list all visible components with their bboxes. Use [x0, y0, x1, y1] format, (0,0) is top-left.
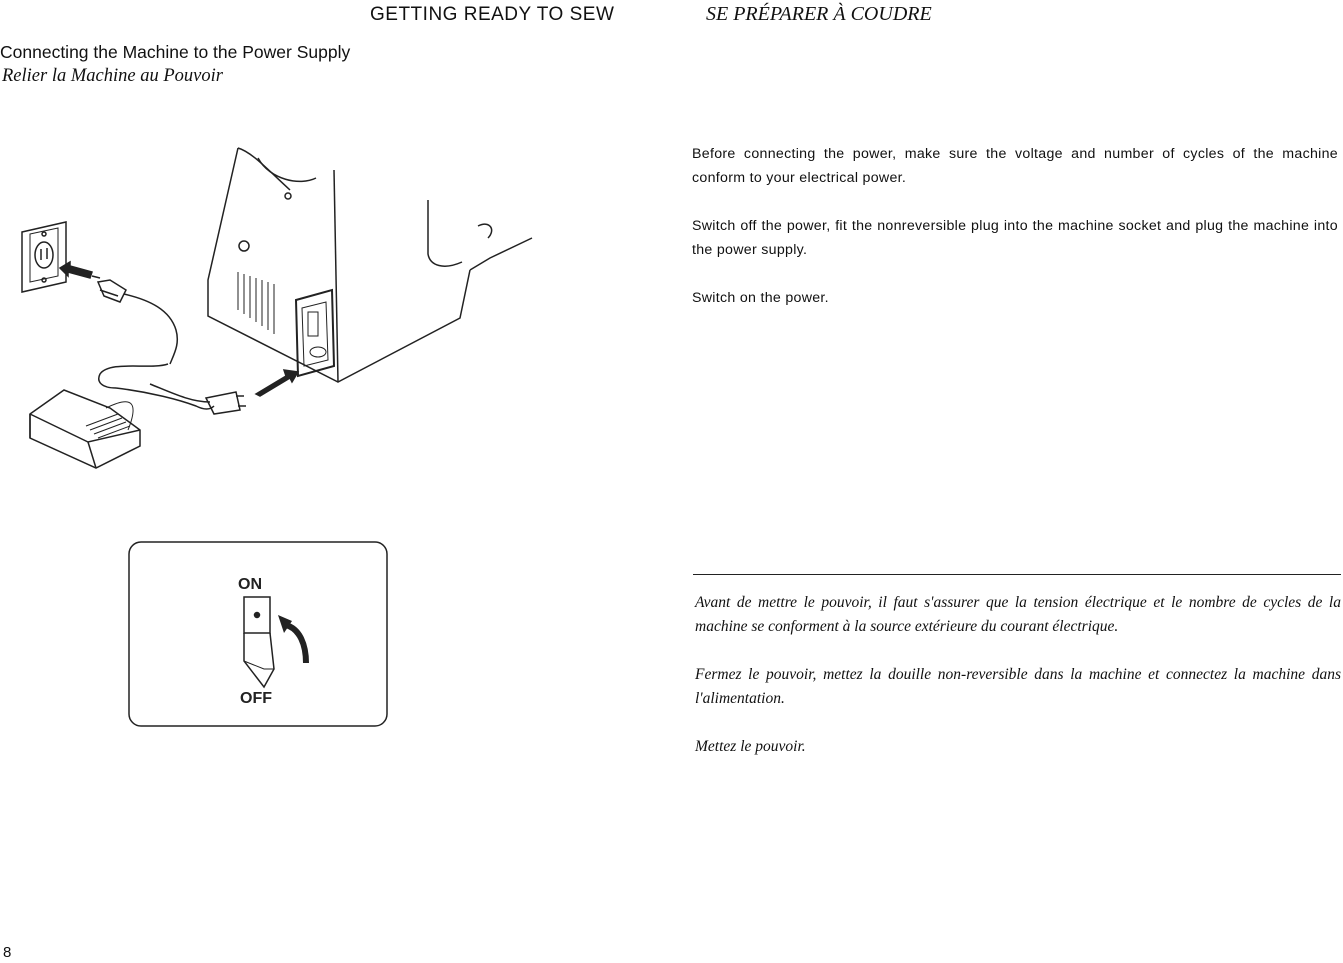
section-title-en: Connecting the Machine to the Power Supply [0, 42, 351, 62]
instruction-en-2: Switch off the power, fit the nonreversible plug into the machine socket and plug the machine into the power supply. [692, 218, 1338, 258]
power-connection-illustration [0, 130, 560, 490]
switch-off-label: OFF [240, 690, 272, 707]
instructions-english [692, 142, 1338, 334]
power-plug-icon [98, 280, 214, 409]
power-switch-diagram [128, 541, 390, 729]
instruction-fr-3: Mettez le pouvoir. [695, 738, 806, 755]
page-number: 8 [3, 944, 12, 961]
rocker-switch-icon [244, 597, 274, 687]
wall-outlet-icon [22, 222, 66, 292]
instruction-en-1: Before connecting the power, make sure the voltage and number of cycles of the machine conform to your electrical power. [692, 146, 1338, 186]
foot-controller-icon [30, 390, 140, 468]
sewing-machine-icon [208, 148, 532, 382]
socket-arrow-icon [256, 370, 298, 396]
instruction-fr-2: Fermez le pouvoir, mettez la douille non-reversible dans la machine et connectez la machine dans l'alimentation. [695, 666, 1341, 707]
section-divider [693, 574, 1341, 575]
instructions-french [695, 591, 1341, 783]
section-title-fr: Relier la Machine au Pouvoir [2, 66, 223, 86]
machine-cord-icon [150, 384, 246, 414]
switch-direction-arrow-icon [278, 615, 306, 663]
instruction-fr-1: Avant de mettre le pouvoir, il faut s'assurer que la tension électrique et le nombre de cycles de la machine se conforment à la source extérieure du courant électrique. [695, 594, 1341, 635]
instruction-en-3: Switch on the power. [692, 290, 829, 306]
header-title-fr: SE PRÉPARER À COUDRE [706, 3, 932, 25]
switch-on-label: ON [238, 576, 262, 593]
header-title-en: GETTING READY TO SEW [370, 4, 615, 25]
